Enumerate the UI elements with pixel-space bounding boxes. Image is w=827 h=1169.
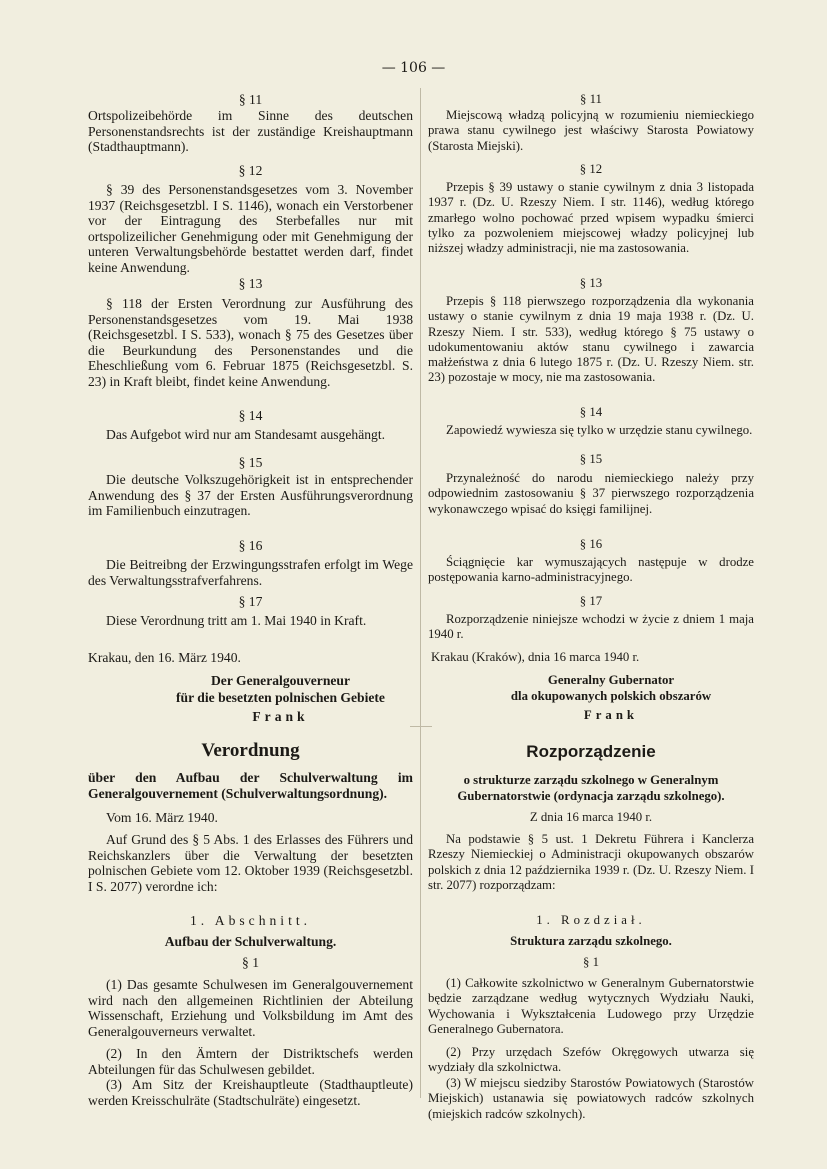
- pl-section-17-heading: § 17: [579, 594, 603, 608]
- de-signature-subtitle: für die besetzten polnischen Gebiete: [176, 690, 385, 705]
- de-chapter-title: Aufbau der Schulverwaltung.: [164, 934, 337, 949]
- de-ordinance-paragraph-1: (1) Das gesamte Schulwesen im Generalgouvernement wird nach den allgemeinen Richtlinien der Abteilung Wissenschaft, Erziehung und Volksbildung im Amt des Generalgouverneurs verwaltet.: [88, 977, 413, 1039]
- pl-section-14-heading: § 14: [579, 405, 603, 419]
- pl-ordinance-section-1-heading: § 1: [583, 955, 599, 969]
- pl-section-12-text: Przepis § 39 ustawy o stanie cywilnym z dnia 3 listopada 1937 r. (Dz. U. Rzeszy Niem. I str. 1146), według którego zmarłego wolno pochować przed wpisem wypadku śmierci tylko za pozwoleniem miejscowej władzy policyjnej lub niższej władzy administracji, nie ma zastosowania.: [428, 180, 754, 256]
- de-ordinance-title: Verordnung: [201, 740, 300, 761]
- de-ordinance-section-1-heading: § 1: [242, 955, 259, 970]
- pl-section-13-heading: § 13: [579, 276, 603, 290]
- pl-section-11-heading: § 11: [580, 92, 602, 106]
- pl-section-16-text: Ściągnięcie kar wymuszających następuje w drodze postępowania karno-administracyjnego.: [428, 555, 754, 585]
- de-section-17-text: Diese Verordnung tritt am 1. Mai 1940 in Kraft.: [106, 613, 367, 628]
- de-section-17-heading: § 17: [238, 594, 263, 609]
- de-section-13-heading: § 13: [238, 276, 263, 291]
- de-section-13-text: § 118 der Ersten Verordnung zur Ausführung des Personenstandsgesetzes vom 19. Mai 1938 (Reichsgesetzbl. I S. 533), wonach § 75 des Gesetzes über die Beurkundung des Personenstandes und die Eheschließung vom 6. Februar 1875 (Reichsgesetzbl. S. 23) in Kraft bleibt, findet keine Anwendung.: [88, 296, 413, 389]
- section-divider: [410, 726, 432, 727]
- de-section-11-heading: § 11: [238, 92, 263, 107]
- column-divider: [420, 88, 421, 1098]
- de-section-14-text: Das Aufgebot wird nur am Standesamt ausgehängt.: [106, 427, 385, 442]
- de-section-12-heading: § 12: [238, 163, 263, 178]
- de-section-15-heading: § 15: [238, 455, 263, 470]
- de-date-line: Krakau, den 16. März 1940.: [88, 650, 241, 665]
- pl-ordinance-paragraph-3: (3) W miejscu siedziby Starostów Powiatowych (Starostów Miejskich) ustanawia się powiatowych radców szkolnych (miejskich radców szkolnych).: [428, 1076, 754, 1121]
- pl-section-11-text: Miejscową władzą policyjną w rozumieniu niemieckiego prawa stanu cywilnego jest właściwy Starosta Powiatowy (Starosta Miejski).: [428, 108, 754, 153]
- pl-ordinance-paragraph-2: (2) Przy urzędach Szefów Okręgowych utwarza się wydziały dla szkolnictwa.: [428, 1045, 754, 1075]
- de-chapter-heading: 1. Abschnitt.: [189, 913, 312, 928]
- de-ordinance-paragraph-2: (2) In den Ämtern der Distriktschefs werden Abteilungen für das Schulwesen gebildet.: [88, 1046, 413, 1077]
- pl-section-17-text: Rozporządzenie niniejsze wchodzi w życie z dniem 1 maja 1940 r.: [428, 612, 754, 642]
- pl-ordinance-subtitle: o strukturze zarządu szkolnego w Generalnym Gubernatorstwie (ordynacja zarządu szkolnego).: [457, 773, 725, 803]
- pl-section-14-text: Zapowiedź wywiesza się tylko w urzędzie stanu cywilnego.: [446, 423, 753, 437]
- pl-section-15-heading: § 15: [579, 452, 603, 466]
- de-ordinance-preamble: Auf Grund des § 5 Abs. 1 des Erlasses des Führers und Reichskanzlers über die Verwaltung der besetzten polnischen Gebiete vom 12. Oktober 1939 (Reichsgesetzbl. I S. 2077) verordne ich:: [88, 832, 413, 894]
- pl-signature-name: Frank: [583, 708, 639, 722]
- de-signature-title: Der Generalgouverneur: [210, 673, 351, 688]
- de-section-15-text: Die deutsche Volkszugehörigkeit ist in entsprechender Anwendung des § 37 der Ersten Ausführungsverordnung im Familienbuch einzutragen.: [88, 472, 413, 519]
- pl-signature-title: Generalny Gubernator: [547, 673, 675, 687]
- pl-ordinance-date: Z dnia 16 marca 1940 r.: [529, 810, 653, 824]
- pl-section-13-text: Przepis § 118 pierwszego rozporządzenia dla wykonania ustawy o stanie cywilnym z dnia 19 maja 1938 r. (Dz. U. Rzeszy Niem. I str. 533), według którego § 75 ustawy o udokumentowaniu aktów stanu cywilnego i zawarcia małżeństwa z dnia 6 lutego 1875 r. (Dz. U. Rzeszy Niem. str. 23) pozostaje w mocy, nie ma zastosowania.: [428, 294, 754, 385]
- pl-section-16-heading: § 16: [579, 537, 603, 551]
- pl-section-12-heading: § 12: [579, 162, 603, 176]
- de-section-14-heading: § 14: [238, 408, 263, 423]
- pl-date-line: Krakau (Kraków), dnia 16 marca 1940 r.: [431, 650, 640, 664]
- de-ordinance-paragraph-3: (3) Am Sitz der Kreishauptleute (Stadthauptleute) werden Kreisschulräte (Stadtschulräte) eingesetzt.: [88, 1077, 413, 1108]
- pl-chapter-heading: 1. Rozdział.: [536, 913, 646, 927]
- de-section-16-heading: § 16: [238, 538, 263, 553]
- pl-section-15-text: Przynależność do narodu niemieckiego należy przy odpowiednim zastosowaniu § 37 pierwszego rozporządzenia wykonawczego wpisać do księgi familijnej.: [428, 471, 754, 516]
- de-ordinance-date: Vom 16. März 1940.: [106, 810, 218, 825]
- page-number: — 106 —: [381, 60, 446, 76]
- de-signature-name: Frank: [252, 709, 309, 724]
- pl-signature-subtitle: dla okupowanych polskich obszarów: [510, 689, 712, 703]
- pl-ordinance-title: Rozporządzenie: [526, 742, 656, 761]
- pl-chapter-title: Struktura zarządu szkolnego.: [510, 934, 672, 948]
- de-section-11-text: Ortspolizeibehörde im Sinne des deutschen Personenstandsrechts ist der zuständige Kreishauptmann (Stadthauptmann).: [88, 108, 413, 155]
- pl-ordinance-paragraph-1: (1) Całkowite szkolnictwo w Generalnym Gubernatorstwie będzie zarządzane według wytycznych Wydziału Nauki, Wychowania i Wykształcenia Ludowego przy Urzędzie Generalnego Gubernatora.: [428, 976, 754, 1036]
- de-section-12-text: § 39 des Personenstandsgesetzes vom 3. November 1937 (Reichsgesetzbl. I S. 1146), wonach ein Verstorbener vor der Eintragung des Sterbefalles nur mit ortspolizeilicher Genehmigung oder mit Genehmigung der unteren Verwaltungsbehörde bestattet werden darf, findet keine Anwendung.: [88, 182, 413, 275]
- de-section-16-text: Die Beitreibng der Erzwingungsstrafen erfolgt im Wege des Verwaltungsstrafverfahrens.: [88, 557, 413, 588]
- de-ordinance-subtitle: über den Aufbau der Schulverwaltung im Generalgouvernement (Schulverwaltungsordnung).: [88, 770, 413, 801]
- pl-ordinance-preamble: Na podstawie § 5 ust. 1 Dekretu Führera i Kanclerza Rzeszy Niemieckiej o Administracji okupowanych obszarów polskich z dnia 12 października 1939 r. (Dz. U. Rzeszy Niem. I str. 2077) rozporządzam:: [428, 832, 754, 892]
